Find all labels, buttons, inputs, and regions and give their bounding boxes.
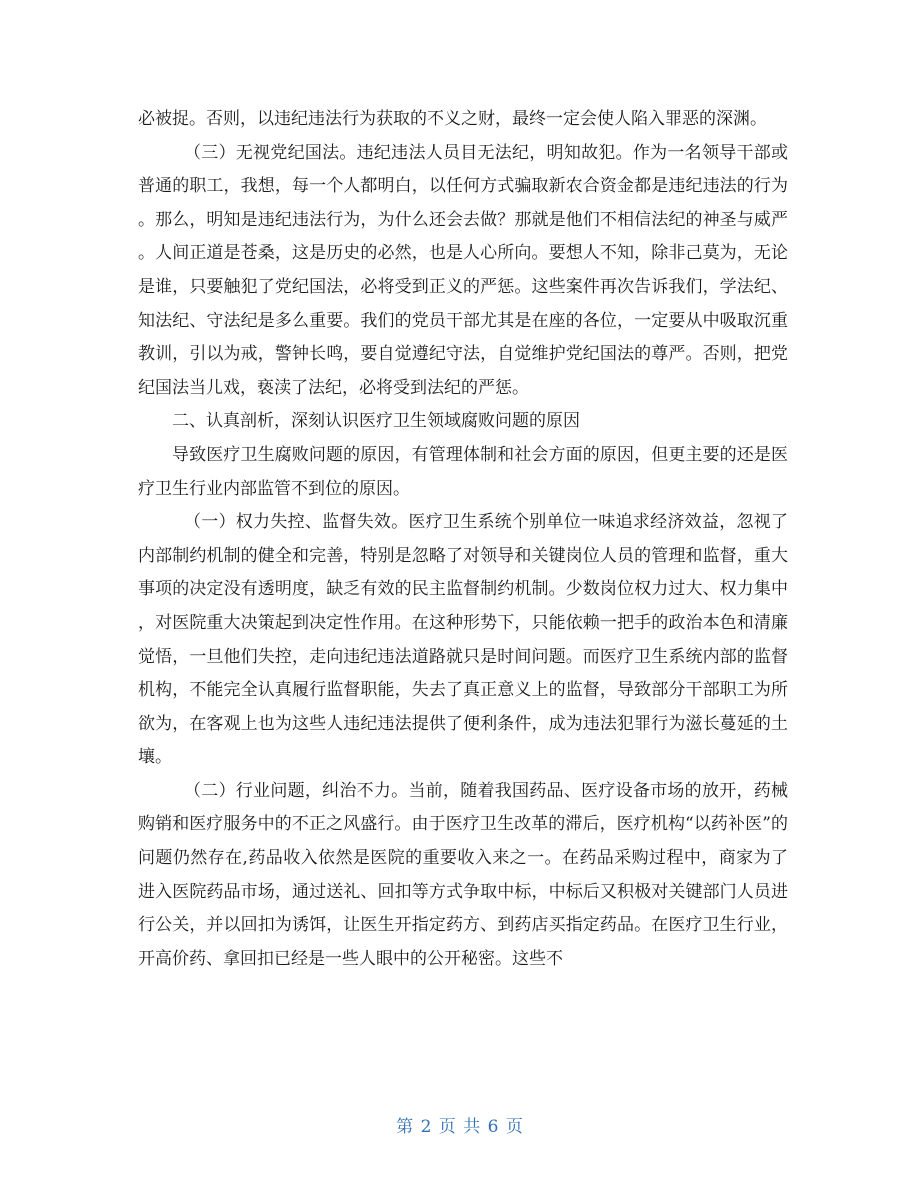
paragraph-5: （一）权力失控、监督失效。医疗卫生系统个别单位一味追求经济效益，忽视了内部制约机制的健全和完善，特别是忽略了对领导和关键岗位人员的管理和监督，重大事项的决定没有透明度，缺乏有效的民主监督制约机制。少数岗位权力过大、权力集中，对医院重大决策起到决定性作用。在这种形势下，只能依赖一把手的政治本色和清廉觉悟，一旦他们失控，走向违纪违法道路就只是时间问题。而医疗卫生系统内部的监督机构，不能完全认真履行监督职能，失去了真正意义上的监督，导致部分干部职工为所欲为，在客观上也为这些人违纪违法提供了便利条件，成为违法犯罪行为滋长蔓延的土壤。 — [138, 512, 788, 768]
page-footer — [0, 1112, 920, 1137]
page-number-label: 第 2 页 共 6 页 — [396, 1117, 524, 1137]
paragraph-1: 必被捉。否则，以违纪违法行为获取的不义之财，最终一定会使人陷入罪恶的深渊。 — [138, 109, 767, 129]
paragraph-4: 导致医疗卫生腐败问题的原因，有管理体制和社会方面的原因，但更主要的还是医疗卫生行业内部监管不到位的原因。 — [138, 444, 788, 499]
paragraph-2: （三）无视党纪国法。违纪违法人员目无法纪，明知故犯。作为一名领导干部或普通的职工，我想，每一个人都明白，以任何方式骗取新农合资金都是违纪违法的行为。那么，明知是违纪违法行为，为什么还会去做？那就是他们不相信法纪的神圣与威严。人间正道是苍桑，这是历史的必然，也是人心所向。要想人不知，除非己莫为，无论是谁，只要触犯了党纪国法，必将受到正义的严惩。这些案件再次告诉我们，学法纪、知法纪、守法纪是多么重要。我们的党员干部尤其是在座的各位，一定要从中吸取沉重教训，引以为戒，警钟长鸣，要自觉遵纪守法，自觉维护党纪国法的尊严。否则，把党纪国法当儿戏，亵渎了法纪，必将受到法纪的严惩。 — [138, 142, 788, 398]
paragraph-6: （二）行业问题，纠治不力。当前，随着我国药品、医疗设备市场的放开，药械购销和医疗服务中的不正之风盛行。由于医疗卫生改革的滞后，医疗机构“以药补医”的问题仍然存在,药品收入依然是医院的重要收入来之一。在药品采购过程中，商家为了进入医院药品市场，通过送礼、回扣等方式争取中标，中标后又积极对关键部门人员进行公关，并以回扣为诱饵，让医生开指定药方、到药店买指定药品。在医疗卫生行业，开高价药、拿回扣已经是一些人眼中的公开秘密。这些不 — [138, 780, 788, 969]
section-heading: 二、认真剖析，深刻认识医疗卫生领域腐败问题的原因 — [172, 411, 580, 432]
document-body — [138, 103, 788, 976]
